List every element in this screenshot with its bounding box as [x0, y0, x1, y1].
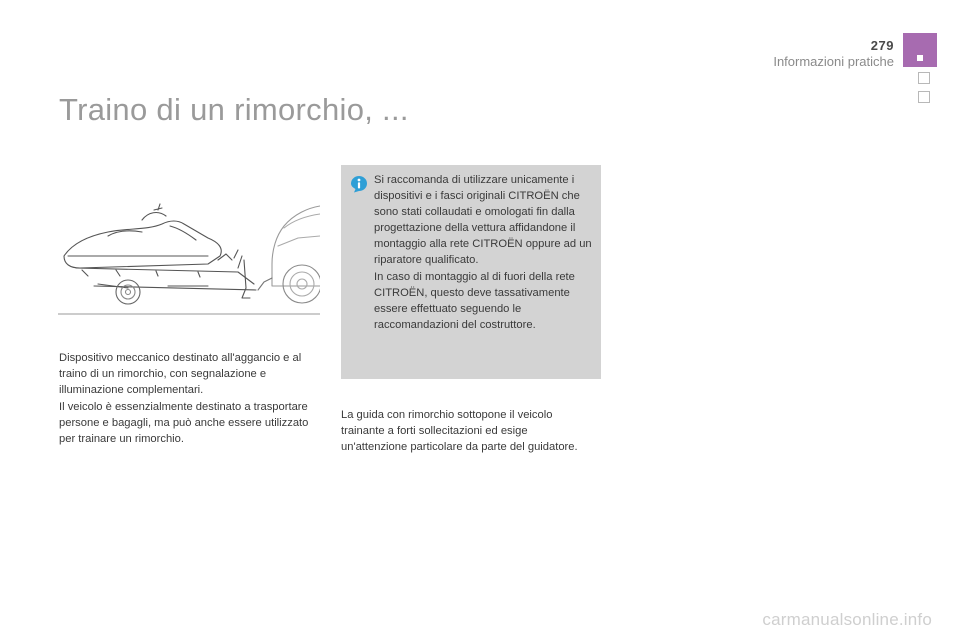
page-number: 279 [870, 38, 894, 53]
info-icon [350, 175, 368, 193]
towing-illustration [58, 198, 320, 316]
chapter-tab[interactable] [918, 72, 930, 84]
left-column-text [59, 350, 319, 447]
paragraph: La guida con rimorchio sottopone il veicolo trainante a forti sollecitazioni ed esige un'attenzione particolare da parte del guidatore. [341, 409, 578, 454]
right-column-text [341, 407, 581, 456]
info-box-text [374, 172, 596, 333]
page-title: Traino di un rimorchio, ... [59, 92, 409, 127]
paragraph: Si raccomanda di utilizzare unicamente i dispositivi e i fasci originali CITROËN che sono stati collaudati e omologati fin dalla progettazione della vettura affidandone il montaggio alla rete CITROËN oppure ad un riparatore qualificato. [374, 174, 592, 267]
tab-marker-icon [917, 55, 923, 61]
section-title: Informazioni pratiche [773, 54, 894, 69]
info-box [341, 165, 601, 379]
watermark: carmanualsonline.info [762, 610, 932, 629]
paragraph: Dispositivo meccanico destinato all'aggancio e al traino di un rimorchio, con segnalazione e illuminazione complementari. [59, 352, 302, 397]
paragraph: Il veicolo è essenzialmente destinato a trasportare persone e bagagli, ma può anche essere utilizzato per trainare un rimorchio. [59, 400, 309, 446]
chapter-tab-active[interactable] [903, 33, 937, 67]
chapter-tab[interactable] [918, 91, 930, 103]
paragraph: In caso di montaggio al di fuori della rete CITROËN, questo deve tassativamente essere effettuato seguendo le raccomandazioni del costruttore. [374, 270, 575, 331]
